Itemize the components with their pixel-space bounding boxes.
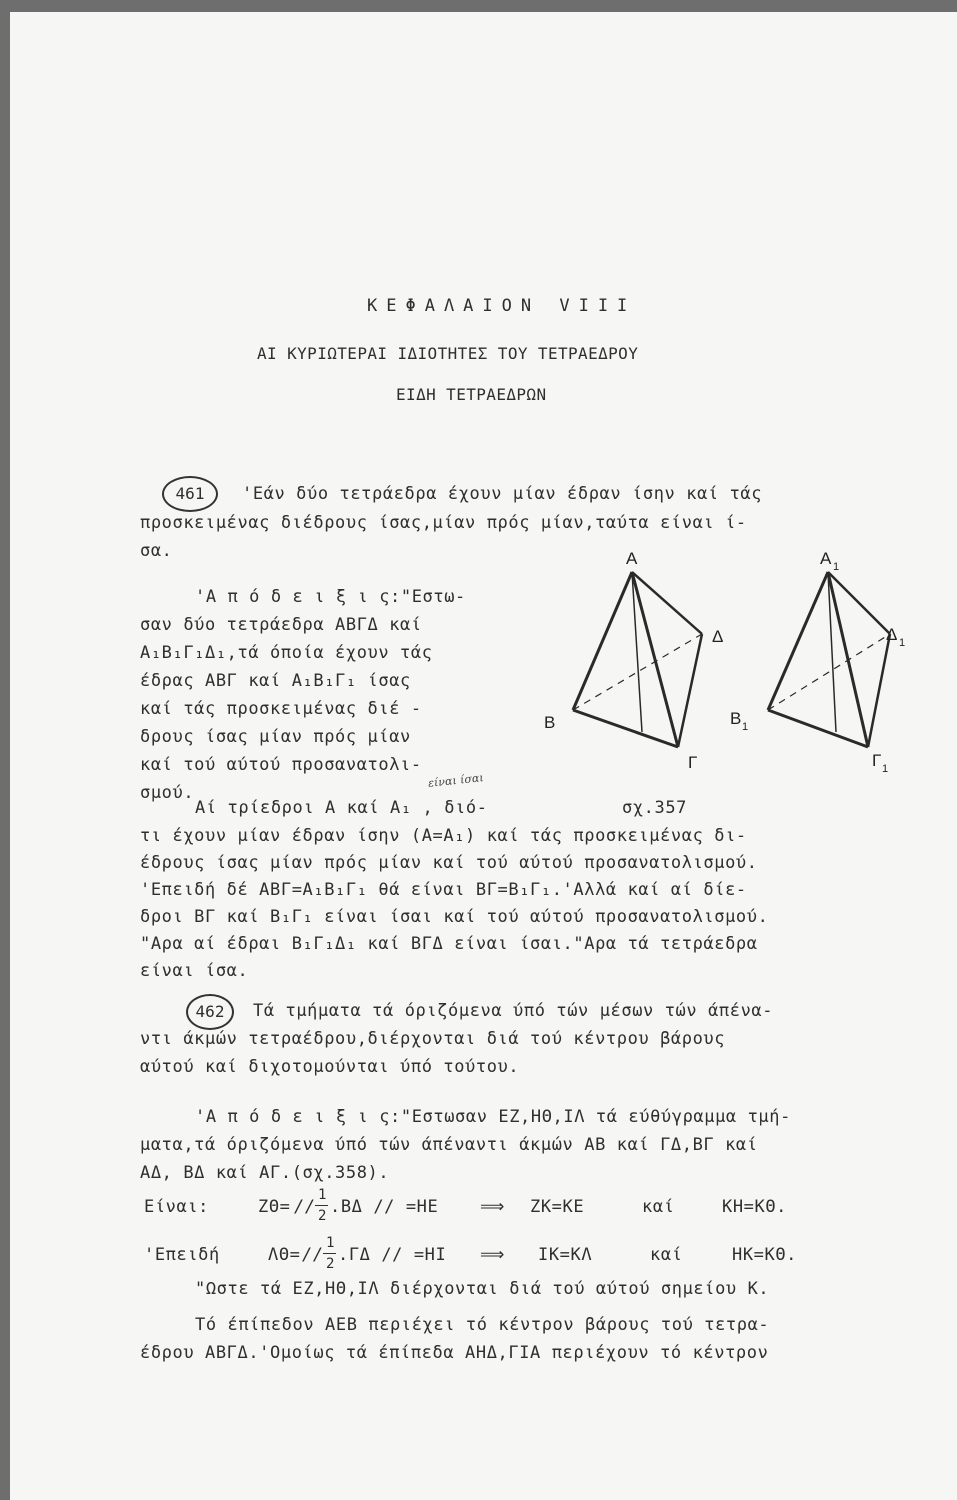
proof-461-cont-7: είναι ίσα.	[140, 961, 249, 981]
proof-461-line-5: καί τάς προσκειμένας διέ -	[140, 699, 422, 719]
label-g: Γ	[688, 753, 698, 772]
proof-462-line-3: ΑΔ, ΒΔ καί ΑΓ.(σχ.358).	[140, 1163, 390, 1183]
theorem-461-line-2: προσκειμένας διέδρους ίσας,μίαν πρός μίαν,ταύτα είναι ί-	[140, 513, 747, 533]
label-g1: Γ	[872, 751, 882, 770]
proof-462-after-3: έδρου ΑΒΓΔ.'Ομοίως τά έπίπεδα ΑΗΔ,ΓΙΑ περιέχουν τό κέντρον	[140, 1343, 769, 1363]
handwritten-note: είναι ίσαι	[427, 771, 485, 790]
eq1-result-1: ΖΚ=ΚΕ	[530, 1197, 585, 1217]
eq2-frac-den: 2	[326, 1256, 336, 1272]
proof-461-cont-3: έδρους ίσας μίαν πρός μίαν καί τού αύτού προσανατολισμού.	[140, 853, 758, 873]
eq2-rest: .ΓΔ // =ΗΙ	[338, 1245, 447, 1265]
eq1-arrow: ⟹	[480, 1197, 505, 1217]
label-d1-sub: 1	[899, 637, 906, 649]
figure-357	[530, 542, 910, 782]
eq1-lead: Είναι:	[144, 1197, 210, 1217]
proof-461-cont-5: δροι ΒΓ καί Β₁Γ₁ είναι ίσαι καί τού αύτού προσανατολισμού.	[140, 907, 769, 927]
document-page	[10, 12, 957, 1500]
figure-caption-357: σχ.357	[622, 798, 688, 818]
proof-462-after-1: "Ωστε τά ΕΖ,ΗΘ,ΙΛ διέρχονται διά τού αύτού σημείου Κ.	[195, 1279, 770, 1299]
edge-bg	[573, 710, 678, 747]
proof-461-line-8: σμού.	[140, 783, 195, 803]
edge-b1g1	[768, 710, 868, 747]
edge-b1d1-hidden	[768, 634, 890, 710]
section-number-462: 462	[186, 994, 234, 1030]
proof-461-cont-4: 'Επειδή δέ ΑΒΓ=Α₁Β₁Γ₁ θά είναι ΒΓ=Β₁Γ₁.'Αλλά καί αί δίε-	[140, 880, 747, 900]
label-b1-sub: 1	[742, 721, 749, 733]
theorem-462-line-2: ντι άκμών τετραέδρου,διέρχονται διά τού κέντρου βάρους	[140, 1029, 726, 1049]
edge-ag	[632, 572, 678, 747]
proof-462-after-2: Τό έπίπεδον ΑΕΒ περιέχει τό κέντρον βάρους τού τετρα-	[195, 1315, 770, 1335]
label-b1: B	[730, 709, 742, 728]
proof-462-line-1: 'Α π ό δ ε ι ξ ι ς:"Εστωσαν ΕΖ,ΗΘ,ΙΛ τά εύθύγραμμα τμή-	[195, 1107, 791, 1127]
theorem-461-line-3: σα.	[140, 541, 173, 561]
chapter-title: ΚΕΦΑΛΑΙΟΝ VIII	[367, 296, 637, 316]
eq2-result-2: ΗΚ=ΚΘ.	[732, 1245, 798, 1265]
eq1-parallel: //	[294, 1197, 316, 1217]
proof-461-line-1: 'Α π ό δ ε ι ξ ι ς:"Εστω-	[195, 587, 466, 607]
eq2-lead: 'Επειδή	[144, 1245, 220, 1265]
proof-461-line-6: δρους ίσας μίαν πρός μίαν	[140, 727, 411, 747]
eq2-result-1: ΙΚ=ΚΛ	[538, 1245, 593, 1265]
proof-461-line-3: Α₁Β₁Γ₁Δ₁,τά όποία έχουν τάς	[140, 643, 433, 663]
label-d1: Δ	[886, 625, 898, 644]
label-a1: A	[820, 549, 832, 568]
proof-462-line-2: ματα,τά όριζόμενα ύπό τών άπέναντι άκμών ΑΒ καί ΓΔ,ΒΓ καί	[140, 1135, 758, 1155]
tetrahedron-a1b1g1d1	[768, 572, 890, 747]
edge-a1b1	[768, 572, 828, 710]
eq1-result-2: ΚΗ=ΚΘ.	[722, 1197, 788, 1217]
edge-ab	[573, 572, 632, 710]
proof-461-line-7: καί τού αύτού προσανατολι-	[140, 755, 422, 775]
chapter-subtitle-1: ΑΙ ΚΥΡΙΩΤΕΡΑΙ ΙΔΙΟΤΗΤΕΣ ΤΟΥ ΤΕΤΡΑΕΔΡΟΥ	[257, 344, 639, 363]
eq2-and: καί	[650, 1245, 683, 1265]
theorem-462-line-1: Τά τμήματα τά όριζόμενα ύπό τών μέσων τών άπένα-	[253, 1001, 774, 1021]
proof-461-line-4: έδρας ΑΒΓ καί Α₁Β₁Γ₁ ίσας	[140, 671, 411, 691]
label-a1-sub: 1	[833, 561, 840, 573]
label-d: Δ	[712, 627, 724, 646]
label-a: A	[626, 549, 638, 568]
eq1-frac-num: 1	[318, 1187, 328, 1203]
tetrahedron-abgd	[573, 572, 702, 747]
proof-461-cont-2: τι έχουν μίαν έδραν ίσην (Α=Α₁) καί τάς προσκειμένας δι-	[140, 826, 747, 846]
edge-ad	[632, 572, 702, 634]
eq2-parallel: //	[302, 1245, 324, 1265]
proof-461-line-2: σαν δύο τετράεδρα ΑΒΓΔ καί	[140, 615, 422, 635]
label-b: B	[544, 713, 556, 732]
edge-g1d1	[868, 634, 890, 747]
chapter-subtitle-2: ΕΙΔΗ ΤΕΤΡΑΕΔΡΩΝ	[396, 385, 547, 404]
eq2-arrow: ⟹	[480, 1245, 505, 1265]
proof-461-cont-1: Αί τρίεδροι Α καί Α₁ , διό-	[195, 798, 488, 818]
eq1-lhs: ΖΘ=	[258, 1197, 291, 1217]
eq1-frac-den: 2	[318, 1208, 328, 1224]
theorem-462-line-3: αύτού καί διχοτομούνται ύπό τούτου.	[140, 1057, 520, 1077]
proof-461-cont-6: "Αρα αί έδραι Β₁Γ₁Δ₁ καί ΒΓΔ είναι ίσαι."Αρα τά τετράεδρα	[140, 934, 758, 954]
theorem-461-line-1: 'Εάν δύο τετράεδρα έχουν μίαν έδραν ίσην καί τάς	[242, 484, 763, 504]
eq1-and: καί	[642, 1197, 675, 1217]
eq2-frac-num: 1	[326, 1235, 336, 1251]
label-g1-sub: 1	[882, 763, 889, 775]
edge-a1d1	[828, 572, 890, 634]
section-number-461: 461	[162, 476, 218, 512]
eq2-lhs: ΛΘ=	[268, 1245, 301, 1265]
eq1-rest: .ΒΔ // =ΗΕ	[330, 1197, 439, 1217]
edge-gd	[678, 634, 702, 747]
